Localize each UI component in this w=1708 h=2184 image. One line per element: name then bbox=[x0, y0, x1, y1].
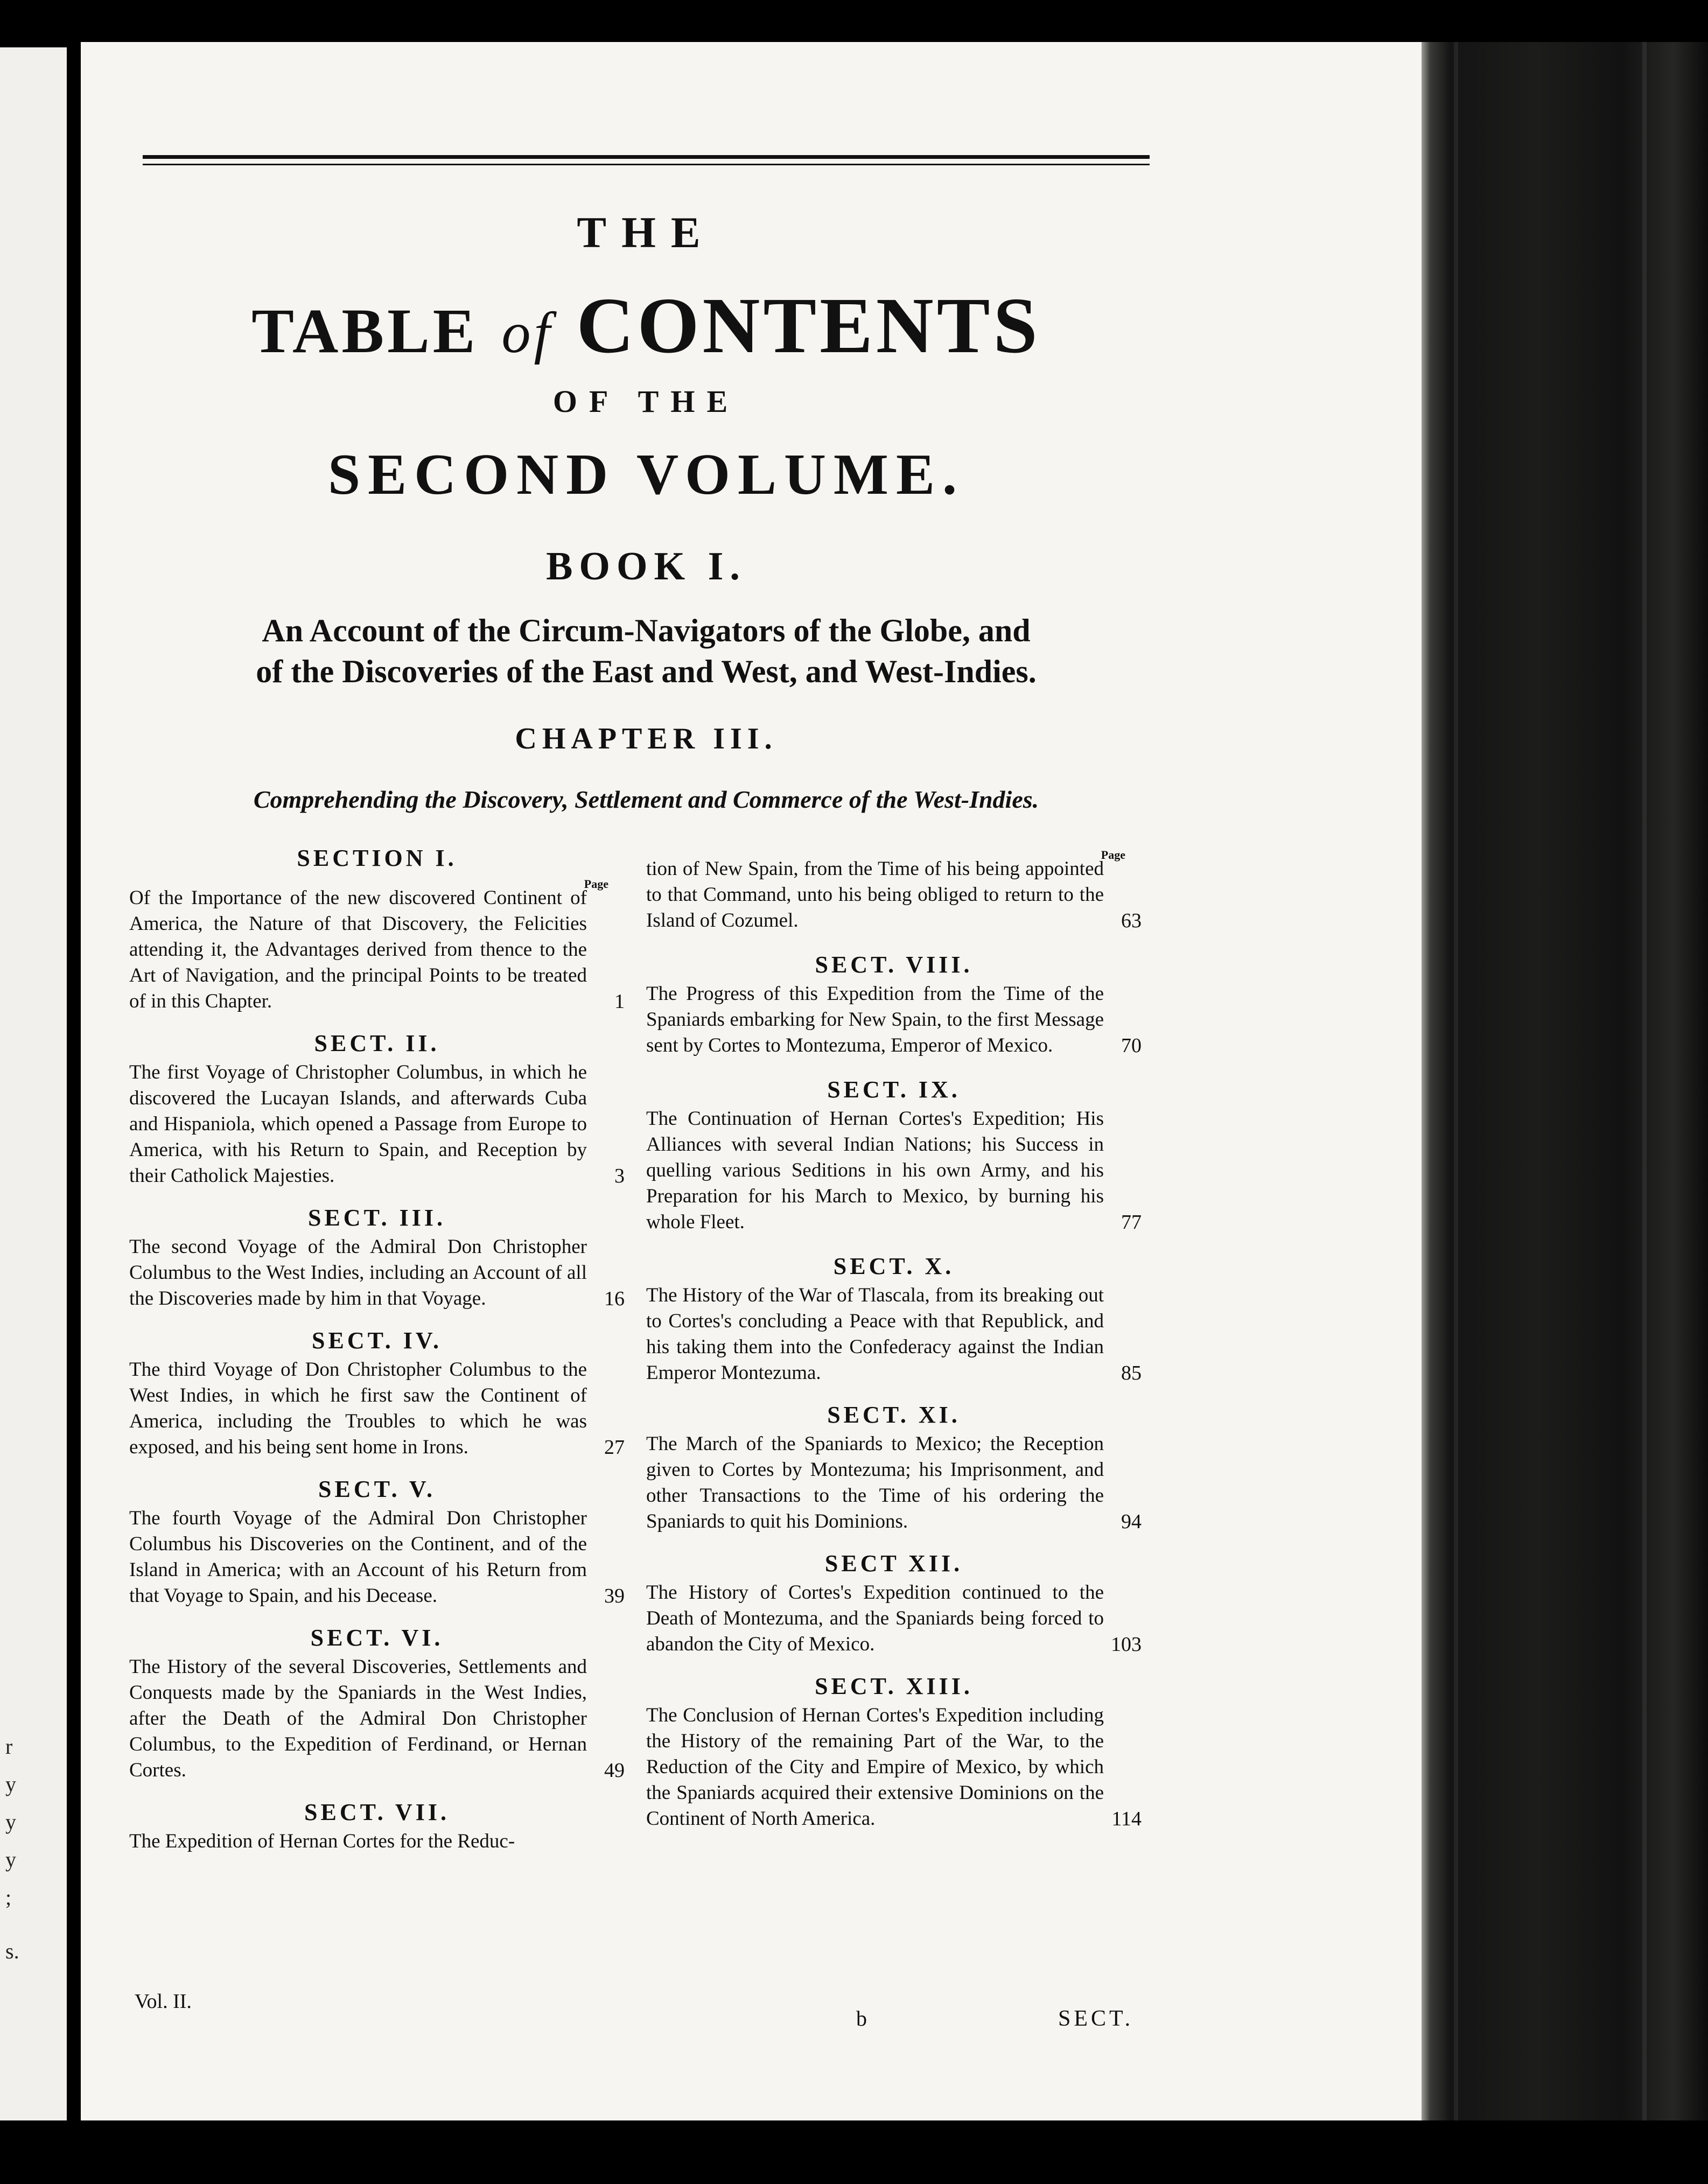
contents-entry bbox=[129, 1829, 625, 1854]
title-table: TABLE bbox=[251, 296, 479, 366]
section-heading: SECT. X. bbox=[833, 1253, 955, 1279]
section-heading: SECT. VII. bbox=[304, 1799, 450, 1825]
section-heading: SECT. VIII. bbox=[815, 951, 973, 978]
page-number: 3 bbox=[610, 1163, 625, 1189]
section-heading: SECT. II. bbox=[314, 1030, 440, 1056]
page-number: 94 bbox=[1117, 1509, 1142, 1535]
title-of-the: OF THE bbox=[552, 384, 740, 419]
entry-text: Of the Importance of the new discovered Continent of America, the Nature of that Discovery, the Felicities attending it, the Advantages derived from thence to the Art of Navigation, and the principal Points to be treated of in this Chapter. bbox=[129, 887, 587, 1012]
section-heading: SECT. IV. bbox=[312, 1327, 442, 1354]
section-heading: SECT XII. bbox=[824, 1550, 963, 1577]
entry-text: The History of the several Discoveries, Settlements and Conquests made by the Spaniards in the West Indies, after the Death of the Admiral Don Christopher Columbus, to the Expedition of Ferdinand, or Hernan Cortes. bbox=[129, 1656, 587, 1781]
title-contents: CONTENTS bbox=[576, 282, 1041, 370]
book-binding bbox=[1422, 42, 1708, 2120]
title-volume: SECOND VOLUME. bbox=[328, 443, 964, 507]
page-number: 114 bbox=[1107, 1806, 1142, 1832]
adjacent-page-char: y bbox=[5, 1847, 16, 1872]
section-heading: SECT. VI. bbox=[310, 1625, 444, 1651]
page-number: 63 bbox=[1117, 908, 1142, 934]
adjacent-page-char: s. bbox=[5, 1939, 19, 1963]
page-number: 1 bbox=[610, 989, 625, 1014]
contents-entry bbox=[129, 1506, 625, 1609]
contents-entry bbox=[646, 1703, 1142, 1832]
chapter-heading: CHAPTER III. bbox=[515, 722, 778, 755]
page-number: 39 bbox=[600, 1583, 625, 1609]
entry-text: tion of New Spain, from the Time of his being appointed to that Command, unto his being obliged to return to the Island of Cozumel. bbox=[646, 858, 1104, 932]
page-number: 70 bbox=[1117, 1033, 1142, 1059]
page-number: 49 bbox=[600, 1758, 625, 1783]
entry-text: The History of Cortes's Expedition continued to the Death of Montezuma, and the Spaniards being forced to abandon the City of Mexico. bbox=[646, 1581, 1104, 1655]
title-the: THE bbox=[577, 208, 716, 257]
contents-entry bbox=[129, 885, 625, 1014]
contents-entry bbox=[129, 1654, 625, 1783]
entry-text: The Expedition of Hernan Cortes for the Reduc- bbox=[129, 1830, 515, 1852]
page-number: 85 bbox=[1117, 1360, 1142, 1386]
section-heading: SECT. XIII. bbox=[815, 1673, 973, 1699]
entry-text: The Progress of this Expedition from the Time of the Spaniards embarking for New Spain, to the first Message sent by Cortes to Montezuma, Emperor of Mexico. bbox=[646, 983, 1104, 1056]
binding-edge bbox=[1454, 42, 1458, 2120]
contents-entry bbox=[129, 1234, 625, 1312]
entry-text: The fourth Voyage of the Admiral Don Christopher Columbus his Discoveries on the Continent, and of the Island in America; with an Account of his Return from that Voyage to Spain, and his Decease. bbox=[129, 1507, 587, 1607]
entry-text: The first Voyage of Christopher Columbus, in which he discovered the Lucayan Islands, and afterwards Cuba and Hispaniola, which opened a Passage from Europe to America, with his Return to Spain, and Reception by their Catholick Majesties. bbox=[129, 1061, 587, 1187]
section-heading: SECT. XI. bbox=[827, 1402, 961, 1428]
adjacent-page-char: ; bbox=[5, 1885, 12, 1909]
signature-mark: b bbox=[856, 2006, 867, 2031]
main-title bbox=[143, 280, 1150, 372]
adjacent-page-char: y bbox=[5, 1772, 16, 1796]
page-column-label: Page bbox=[1101, 848, 1125, 862]
contents-column-right bbox=[646, 845, 1142, 1832]
book-subtitle-line-1: An Account of the Circum-Navigators of the Globe, and bbox=[262, 613, 1031, 648]
contents-entry bbox=[646, 981, 1142, 1059]
volume-footer: Vol. II. bbox=[135, 1990, 192, 2013]
entry-text: The March of the Spaniards to Mexico; the Reception given to Cortes by Montezuma; his Imprisonment, and other Transactions to the Time of his ordering the Spaniards to quit his Dominions. bbox=[646, 1433, 1104, 1532]
contents-entry bbox=[646, 1283, 1142, 1386]
header-rule-thin bbox=[143, 164, 1150, 165]
entry-text: The History of the War of Tlascala, from its breaking out to Cortes's concluding a Peace with that Republick, and his taking them into the Confederacy against the Indian Emperor Montezuma. bbox=[646, 1284, 1104, 1384]
page-number: 103 bbox=[1107, 1632, 1142, 1657]
adjacent-page-char: y bbox=[5, 1810, 16, 1834]
section-heading: SECT. V. bbox=[318, 1476, 436, 1502]
title-of: of bbox=[501, 301, 554, 365]
contents-entry bbox=[646, 1580, 1142, 1657]
catchword: SECT. bbox=[1058, 2006, 1134, 2031]
binding-edge bbox=[1642, 42, 1647, 2120]
header-rule bbox=[143, 155, 1150, 159]
contents-entry bbox=[129, 1060, 625, 1189]
contents-entry bbox=[646, 1106, 1142, 1235]
entry-text: The Continuation of Hernan Cortes's Expedition; His Alliances with several Indian Nations; his Success in quelling various Seditions in his own Army, and his Preparation for his March to Mexico, by burning his whole Fleet. bbox=[646, 1108, 1104, 1233]
book-heading: BOOK I. bbox=[546, 544, 746, 589]
page-column-label: Page bbox=[584, 877, 608, 891]
entry-text: The second Voyage of the Admiral Don Christopher Columbus to the West Indies, including an Account of all the Discoveries made by him in that Voyage. bbox=[129, 1236, 587, 1310]
page-number: 16 bbox=[600, 1286, 625, 1312]
section-heading: SECT. III. bbox=[307, 1205, 446, 1231]
page-number: 77 bbox=[1117, 1209, 1142, 1235]
entry-text: The third Voyage of Don Christopher Columbus to the West Indies, in which he first saw the Continent of America, including the Troubles to which he was exposed, and his being sent home in Irons. bbox=[129, 1359, 587, 1458]
contents-column-left bbox=[129, 845, 625, 1854]
contents-entry bbox=[129, 1357, 625, 1460]
section-heading: SECTION I. bbox=[297, 845, 457, 871]
contents-entry bbox=[646, 1431, 1142, 1535]
contents-entry bbox=[646, 856, 1142, 934]
section-heading: SECT. IX. bbox=[827, 1076, 961, 1103]
chapter-subtitle: Comprehending the Discovery, Settlement and Commerce of the West-Indies. bbox=[253, 786, 1039, 813]
entry-text: The Conclusion of Hernan Cortes's Expedition including the History of the remaining Part of the War, to the Reduction of the City and Empire of Mexico, by which the Spaniards acquired their extensive Dominions on the Continent of North America. bbox=[646, 1704, 1104, 1830]
page-number: 27 bbox=[600, 1434, 625, 1460]
adjacent-page-char: r bbox=[5, 1734, 13, 1759]
book-subtitle-line-2: of the Discoveries of the East and West, and West-Indies. bbox=[256, 654, 1037, 689]
